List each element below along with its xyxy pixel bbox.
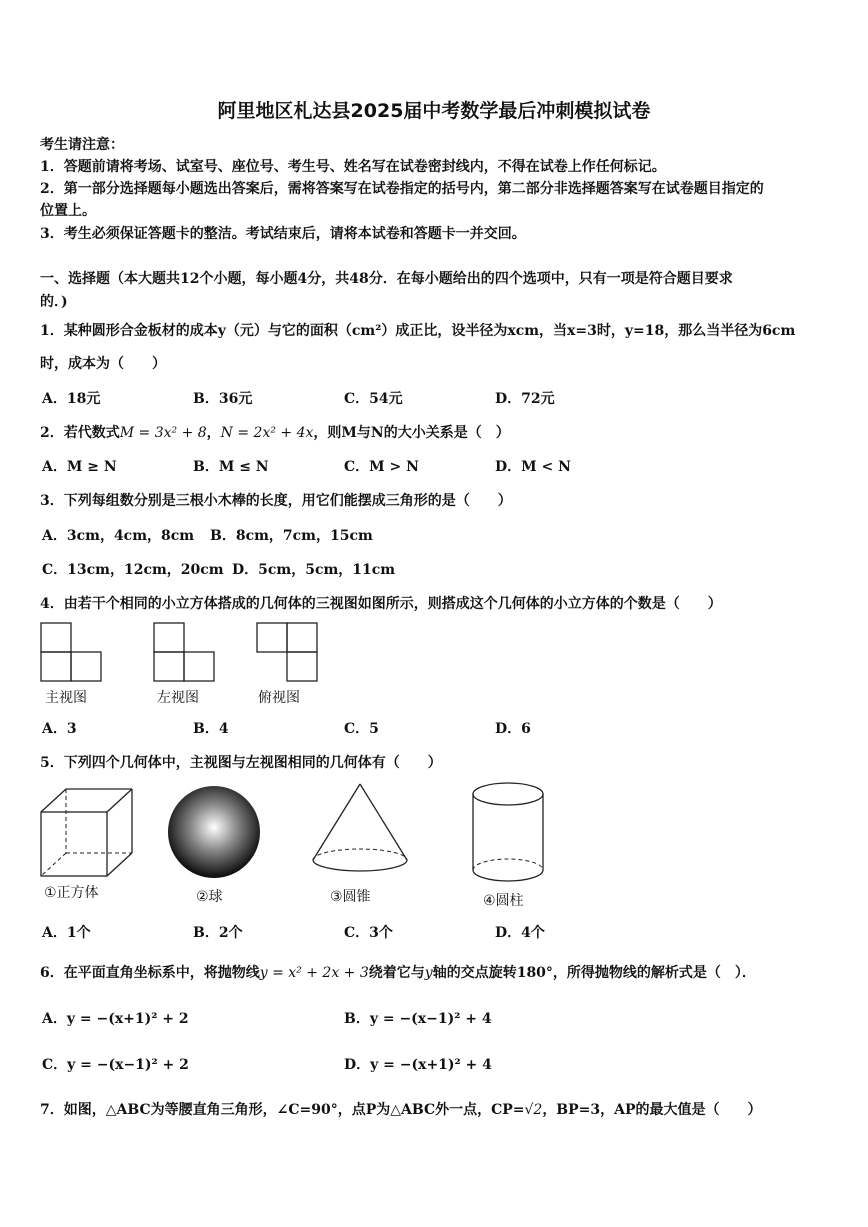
q3-option-c: C．13cm，12cm，20cm xyxy=(42,562,224,578)
question-5-stem: 5．下列四个几何体中，主视图与左视图相同的几何体有（ ） xyxy=(40,755,442,771)
notice-item: 2．第一部分选择题每小题选出答案后，需将答案写在试卷指定的括号内，第二部分非选择题答案写在试卷题目指定的 xyxy=(40,181,764,197)
q4-option-d: D．6 xyxy=(495,721,531,737)
q2-option-b: B．M ≤ N xyxy=(193,459,269,475)
q3-option-d: D．5cm，5cm，11cm xyxy=(232,562,396,578)
question-1-stem-cont: 时，成本为（ ） xyxy=(40,356,166,372)
question-7-stem xyxy=(40,1099,762,1119)
q5-option-a: A．1个 xyxy=(42,925,91,941)
q6-option-d: D．y = −(x+1)² + 4 xyxy=(344,1057,492,1073)
q7-stem-pre: 7．如图，△ABC为等腰直角三角形，∠C=90°，点P为△ABC外一点，CP= xyxy=(40,1102,525,1118)
q5-option-b: B．2个 xyxy=(193,925,243,941)
q5-option-d: D．4个 xyxy=(495,925,545,941)
q2-option-a: A．M ≥ N xyxy=(42,459,117,475)
side-view-figure xyxy=(153,622,217,682)
q4-option-c: C．5 xyxy=(344,721,379,737)
notice-item: 1．答题前请将考场、试室号、座位号、考生号、姓名写在试卷密封线内，不得在试卷上作任何标记。 xyxy=(40,159,666,175)
q1-option-c: C．54元 xyxy=(344,391,403,407)
sphere-figure xyxy=(166,784,262,880)
section-heading: 一、选择题（本大题共12个小题，每小题4分，共48分．在每小题给出的四个选项中，只有一项是符合题目要求 xyxy=(40,271,733,287)
page-title: 阿里地区札达县2025届中考数学最后冲刺模拟试卷 xyxy=(217,100,651,122)
cone-figure xyxy=(310,782,410,882)
question-1-stem: 1．某种圆形合金板材的成本y（元）与它的面积（cm²）成正比，设半径为xcm，当x=3时，y=18，那么当半径为6cm xyxy=(40,323,796,339)
top-view-label: 俯视图 xyxy=(258,690,300,706)
q2-stem-post: ，则M与N的大小关系是（ ） xyxy=(313,425,510,441)
cylinder-label: ④圆柱 xyxy=(483,893,524,909)
front-view-label: 主视图 xyxy=(45,690,87,706)
q3-option-a: A．3cm，4cm，8cm xyxy=(42,528,195,544)
q1-option-a: A．18元 xyxy=(42,391,101,407)
cylinder-figure xyxy=(470,780,548,885)
notice-item: 位置上。 xyxy=(40,203,96,219)
q6-option-a: A．y = −(x+1)² + 2 xyxy=(42,1011,189,1027)
cube-figure xyxy=(38,786,138,881)
cone-label: ③圆锥 xyxy=(330,889,371,905)
top-view-figure xyxy=(256,622,320,682)
q2-option-d: D．M < N xyxy=(495,459,571,475)
question-3-stem: 3．下列每组数分别是三根小木棒的长度，用它们能摆成三角形的是（ ） xyxy=(40,493,512,509)
question-2-stem xyxy=(40,422,510,442)
q2-expr-n: N = 2x² + 4x xyxy=(220,425,314,441)
q2-option-c: C．M > N xyxy=(344,459,419,475)
front-view-figure xyxy=(40,622,104,682)
section-heading-cont: 的．) xyxy=(40,294,68,310)
notice-heading: 考生请注意： xyxy=(40,137,124,153)
sphere-label: ②球 xyxy=(196,889,223,905)
q6-axis: y xyxy=(424,965,433,981)
q6-stem-post: 轴的交点旋转180°，所得抛物线的解析式是（ ）． xyxy=(432,965,756,981)
q4-option-b: B．4 xyxy=(193,721,229,737)
q2-expr-m: M = 3x² + 8 xyxy=(119,425,207,441)
question-4-stem: 4．由若干个相同的小立方体搭成的几何体的三视图如图所示，则搭成这个几何体的小立方体的个数是（ ） xyxy=(40,596,722,612)
q3-option-b: B．8cm，7cm，15cm xyxy=(210,528,373,544)
cube-label: ①正方体 xyxy=(44,885,99,901)
side-view-label: 左视图 xyxy=(157,690,199,706)
q2-stem-pre: 2．若代数式 xyxy=(40,425,120,441)
q5-option-c: C．3个 xyxy=(344,925,393,941)
q1-option-b: B．36元 xyxy=(193,391,253,407)
q6-expr: y = x² + 2x + 3 xyxy=(259,965,369,981)
q6-stem-mid: 绕着它与 xyxy=(368,965,425,981)
q7-stem-post: ，BP=3，AP的最大值是（ ） xyxy=(542,1102,762,1118)
q1-option-d: D．72元 xyxy=(495,391,555,407)
q7-sqrt: √2 xyxy=(524,1102,543,1118)
q4-option-a: A．3 xyxy=(42,721,77,737)
notice-item: 3．考生必须保证答题卡的整洁。考试结束后，请将本试卷和答题卡一并交回。 xyxy=(40,226,526,242)
q2-sep: ， xyxy=(206,425,221,441)
q6-stem-pre: 6．在平面直角坐标系中，将抛物线 xyxy=(40,965,260,981)
q6-option-b: B．y = −(x−1)² + 4 xyxy=(344,1011,492,1027)
question-6-stem xyxy=(40,962,756,982)
q6-option-c: C．y = −(x−1)² + 2 xyxy=(42,1057,189,1073)
